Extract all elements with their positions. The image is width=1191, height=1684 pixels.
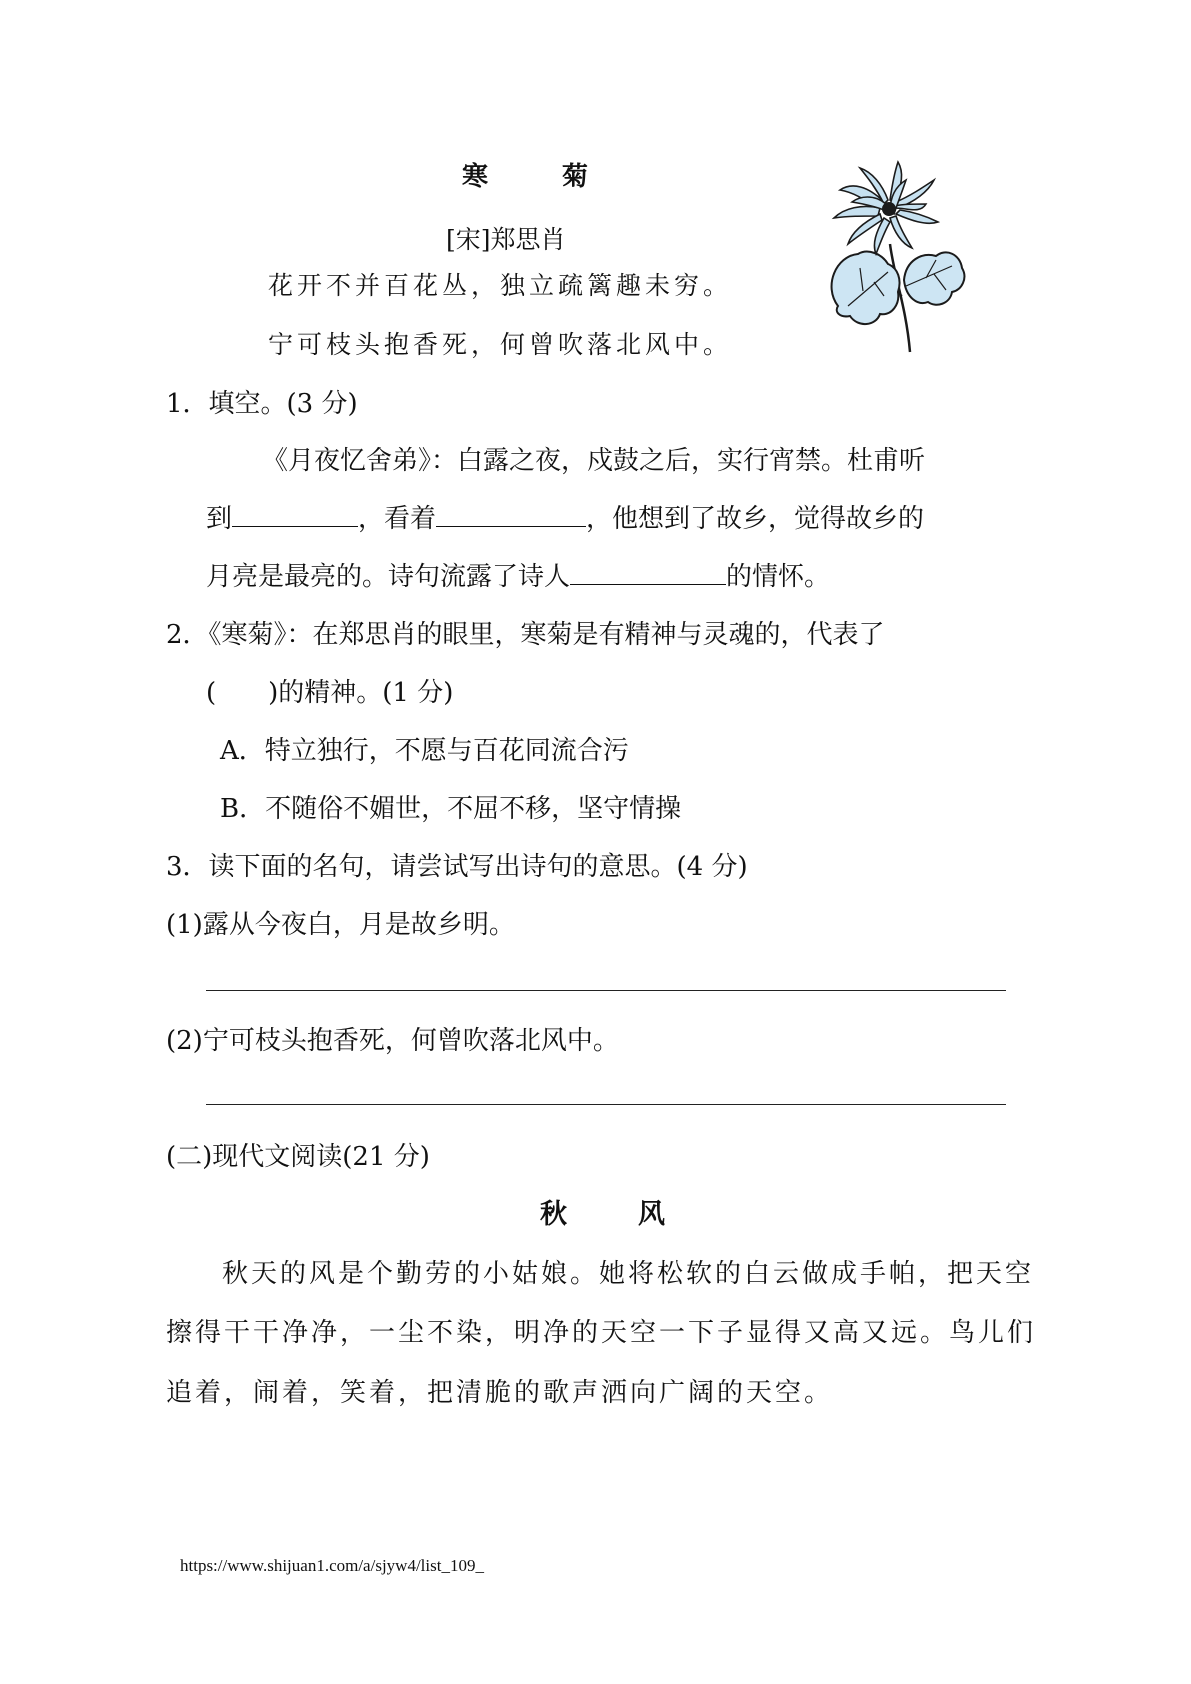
q2-option-a[interactable]: A．特立独行，不愿与百花同流合污: [220, 736, 629, 766]
q1-text-segment: 的情怀。: [726, 562, 831, 592]
q3-item-1: (1)露从今夜白，月是故乡明。: [166, 910, 515, 940]
q2-text-line-1: 2．《寒菊》：在郑思肖的眼里，寒菊是有精神与灵魂的，代表了: [166, 620, 885, 650]
q1-text-line-2: [206, 498, 924, 535]
q2-option-b[interactable]: B．不随俗不媚世，不屈不移，坚守情操: [220, 794, 682, 824]
footer-url[interactable]: https://www.shijuan1.com/a/sjyw4/list_109_: [180, 1556, 484, 1575]
section2-heading: (二)现代文阅读(21 分): [166, 1142, 430, 1172]
q3-answer-line-2[interactable]: [206, 1104, 1006, 1105]
q1-text-segment: 月亮是最亮的。诗句流露了诗人: [206, 562, 571, 592]
q1-text-segment: ，看着: [358, 504, 437, 534]
chrysanthemum-icon: [818, 156, 968, 356]
q1-blank-2[interactable]: [436, 499, 586, 527]
section2-title: 秋 风: [540, 1199, 687, 1230]
q3-answer-line-1[interactable]: [206, 990, 1006, 991]
q1-heading: 1．填空。(3 分): [166, 389, 358, 419]
poem-line-1: 花开不并百花丛，独立疏篱趣未穷。: [268, 271, 733, 300]
section2-para-line-2: 擦得干干净净，一尘不染，明净的天空一下子显得又高又远。鸟儿们: [166, 1318, 1037, 1348]
q2-text-line-2: ( )的精神。(1 分): [206, 678, 454, 708]
q1-text-segment: 到: [206, 504, 233, 534]
q1-text-line-1: 《月夜忆舍弟》：白露之夜，戍鼓之后，实行宵禁。杜甫听: [262, 446, 926, 476]
poem-line-2: 宁可枝头抱香死，何曾吹落北风中。: [268, 330, 733, 359]
q1-blank-1[interactable]: [232, 499, 358, 527]
section2-para-line-3: 追着，闹着，笑着，把清脆的歌声洒向广阔的天空。: [166, 1378, 834, 1408]
q1-text-segment: ，他想到了故乡，觉得故乡的: [586, 504, 925, 534]
q3-item-2: (2)宁可枝头抱香死，何曾吹落北风中。: [166, 1026, 619, 1056]
q1-blank-3[interactable]: [570, 557, 726, 585]
poem-title: 寒 菊: [462, 162, 613, 192]
section2-para-line-1: 秋天的风是个勤劳的小姑娘。她将松软的白云做成手帕，把天空: [222, 1259, 1035, 1289]
q1-text-line-3: [206, 556, 830, 593]
q3-heading: 3．读下面的名句，请尝试写出诗句的意思。(4 分): [166, 852, 748, 882]
poem-author: [宋]郑思肖: [446, 225, 566, 254]
